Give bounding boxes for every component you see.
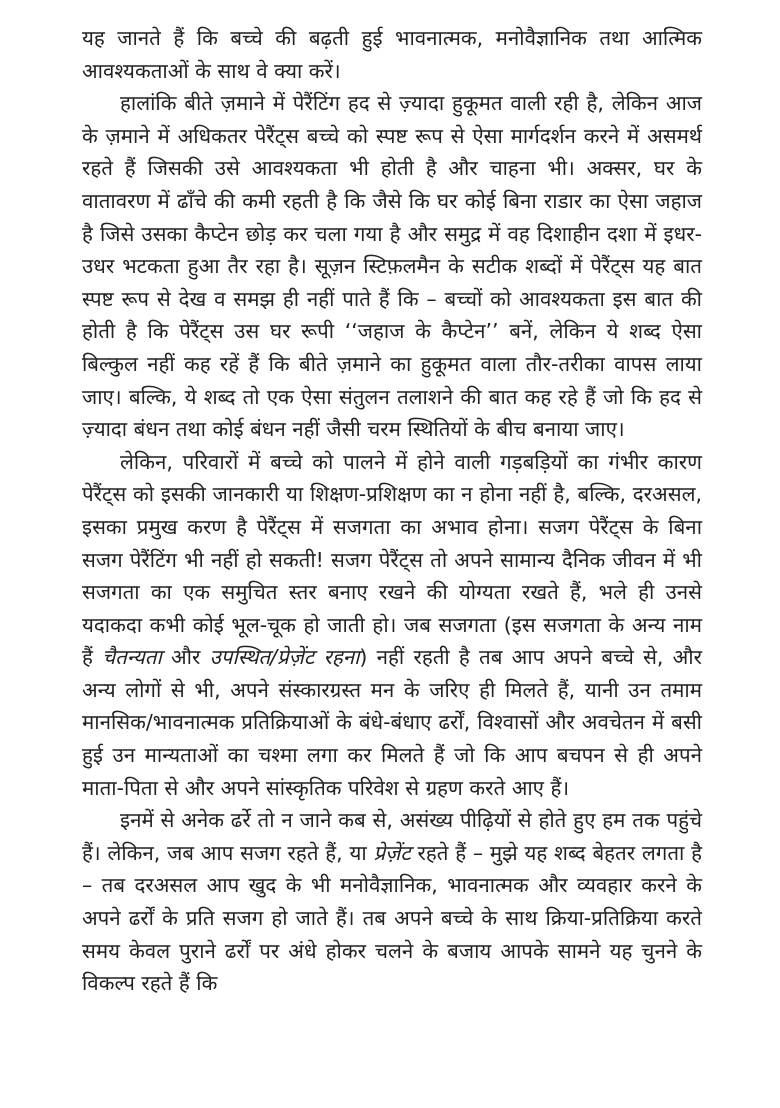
paragraph-3-text-b: और [161, 645, 210, 670]
paragraph-3 [82, 446, 702, 805]
paragraph-4-text-b: रहते हैं – मुझे यह शब्द बेहतर लगता है – तब दरअसल आप खुद के भी मनोवैज्ञानिक, भावनात्मक और व्यवहार करने के अपने ढर्रों के प्रति सजग हो जाते हैं। तब अपने बच्चे के साथ क्रिया-प्रतिक्रिया करते समय केवल पुराने ढर्रों पर अंधे होकर चलने के बजाय आपके सामने यह चुनने के विकल्प रहते हैं कि [82, 840, 703, 996]
paragraph-1 [82, 22, 702, 87]
paragraph-4-text-a: इनमें से अनेक ढर्रे तो न जाने कब से, असंख्य पीढ़ियों से होते हुए हम तक पहुंचे हैं। लेकिन, जब आप सजग रहते हैं, या [82, 808, 702, 865]
paragraph-2-text: हालांकि बीते ज़माने में पेरैंटिंग हद से ज़्यादा हुकूमत वाली रही है, लेकिन आज के ज़माने में अधिकतर पेरैंट्स बच्चे को स्पष्ट रूप से ऐसा मार्गदर्शन करने में असमर्थ रहते हैं जिसकी उसे आवश्यकता भी होती है और चाहना भी। अक्सर, घर के वातावरण में ढाँचे की कमी रहती है कि जैसे कि घर कोई बिना राडार का ऐसा जहाज है जिसे उसका कैप्टेन छोड़ कर चला गया है और समुद्र में वह दिशाहीन दशा में इधर-उधर भटकता हुआ तैर रहा है। सूज़न स्टिफ़लमैन के सटीक शब्दों में पेरैंट्स यह बात स्पष्ट रूप से देख व समझ ही नहीं पाते हैं कि – बच्चों को आवश्यकता इस बात की होती है कि पेरैंट्स उस घर रूपी ‘‘जहाज के कैप्टेन’’ बनें, लेकिन ये शब्द ऐसा बिल्कुल नहीं कह रहें हैं कि बीते ज़माने का हुकूमत वाला तौर-तरीका वापस लाया जाए। बल्कि, ये शब्द तो एक ऐसा संतुलन तलाशने की बात कह रहे हैं जो कि हद से ज़्यादा बंधन तथा कोई बंधन नहीं जैसी चरम स्थितियों के बीच बनाया जाए। [82, 91, 702, 442]
paragraph-4-italic-term: प्रेज़ेंट [373, 840, 411, 865]
paragraph-3-text-c: ) नहीं रहती है तब आप अपने बच्चे से, और अन्य लोगों से भी, अपने संस्कारग्रस्त मन के जरिए ही मिलते हैं, यानी उन तमाम मानसिक/भावनात्मक प्रतिक्रियाओं के बंधे-बंधाए ढर्रों, विश्वासों और अवचेतन में बसी हुई उन मान्यताओं का चश्मा लगा कर मिलते हैं जो कि आप बचपन से ही अपने माता-पिता से और अपने सांस्कृतिक परिवेश से ग्रहण करते आए हैं। [82, 645, 703, 800]
paragraph-2 [82, 87, 702, 446]
document-page [82, 22, 702, 1000]
paragraph-4 [82, 804, 702, 1000]
paragraph-3-italic-term-1: चैतन्यता [102, 645, 162, 670]
paragraph-3-text-a: लेकिन, परिवारों में बच्चे को पालने में होने वाली गड़बड़ियों का गंभीर कारण पेरैंट्स को इसकी जानकारी या शिक्षण-प्रशिक्षण का न होना नहीं है, बल्कि, दरअसल, इसका प्रमुख करण है पेरैंट्स में सजगता का अभाव होना। सजग पेरैंट्स के बिना सजग पेरैंटिंग भी नहीं हो सकती! सजग पेरैंट्स तो अपने सामान्य दैनिक जीवन में भी सजगता का एक समुचित स्तर बनाए रखने की योग्यता रखते हैं, भले ही उनसे यदाकदा कभी कोई भूल-चूक हो जाती हो। जब सजगता (इस सजगता के अन्य नाम हैं [82, 449, 702, 670]
paragraph-3-italic-term-2: उपस्थित/प्रेज़ेंट रहना [209, 645, 360, 670]
paragraph-1-text: यह जानते हैं कि बच्चे की बढ़ती हुई भावनात्मक, मनोवैज्ञानिक तथा आत्मिक आवश्यकताओं के साथ वे क्या करें। [82, 26, 702, 83]
